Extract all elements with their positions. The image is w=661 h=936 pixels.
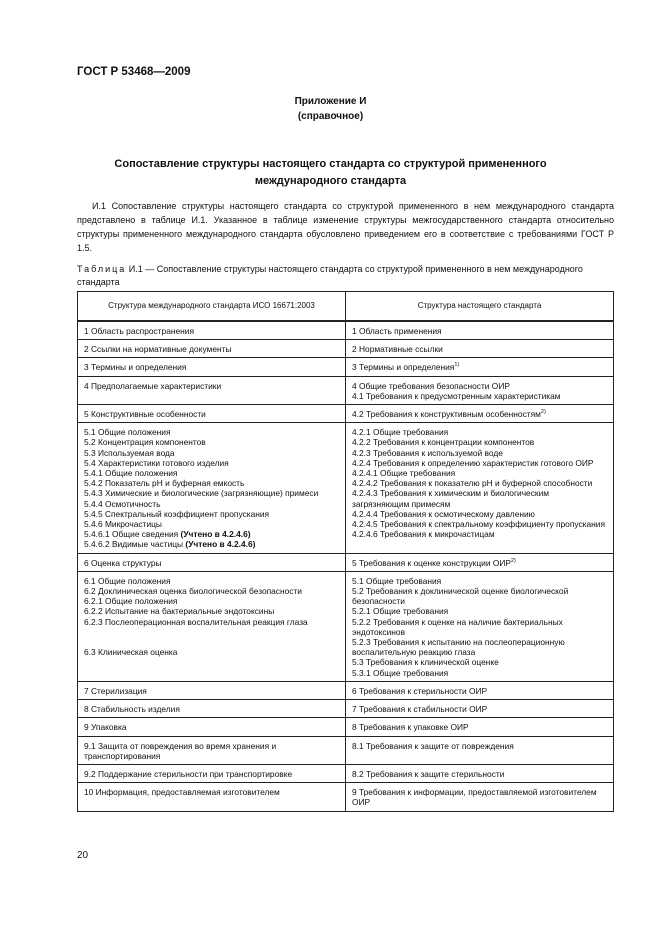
cell-line: 5.4 Характеристики готового изделия bbox=[84, 457, 229, 468]
table-row bbox=[78, 340, 614, 358]
cell-left bbox=[78, 764, 346, 782]
cell-line: 6.1 Общие положения bbox=[84, 575, 171, 586]
cell-right bbox=[346, 681, 614, 699]
cell-left bbox=[78, 718, 346, 736]
cell-line: 7 Требования к стабильности ОИР bbox=[352, 704, 488, 715]
table-row bbox=[78, 736, 614, 764]
annex-heading bbox=[0, 94, 661, 124]
cell-right bbox=[346, 700, 614, 718]
cell-right bbox=[346, 783, 614, 811]
cell-line: 4.2.3 Требования к используемой воде bbox=[352, 447, 503, 458]
cell-text: 5.4.6.1 Общие сведения bbox=[84, 529, 179, 540]
cell-left bbox=[78, 783, 346, 811]
cell-line: 5.4.6 Микрочастицы bbox=[84, 519, 162, 530]
cell-right bbox=[346, 764, 614, 782]
cell-line: 4.2.4.3 Требования к химическим и биологическим загрязняющим примесям bbox=[352, 488, 549, 509]
cell-line: 5.3.1 Общие требования bbox=[352, 667, 449, 678]
cell-line: 5.3 Требования к клинической оценке bbox=[352, 657, 499, 668]
cell-line: 4.1 Требования к предусмотренным характеристикам bbox=[352, 390, 561, 401]
cell-line: 5 Конструктивные особенности bbox=[84, 409, 206, 420]
cell-line: 8.2 Требования к защите стерильности bbox=[352, 768, 505, 779]
cell-line: 5.4.1 Общие положения bbox=[84, 468, 178, 479]
cell-line: 4.2.2 Требования к концентрации компонентов bbox=[352, 437, 535, 448]
cell-text: 5 Требования к оценке конструкции ОИР bbox=[352, 557, 511, 568]
table-row bbox=[78, 764, 614, 782]
table-row bbox=[78, 718, 614, 736]
cell-line: 6.2.3 Послеоперационная воспалительная реакция глаза bbox=[84, 616, 308, 627]
cell-line bbox=[352, 558, 607, 568]
footnote-mark: 2) bbox=[540, 409, 546, 416]
table-row bbox=[78, 783, 614, 811]
cell-line: 4.2.4.6 Требования к микрочастицам bbox=[352, 529, 495, 540]
cell-line: 6 Оценка структуры bbox=[84, 557, 162, 568]
table-caption-text: И.1 — Сопоставление структуры настоящего стандарта со структурой примененного в нем международного стандарта bbox=[77, 264, 583, 287]
structure-comparison-table bbox=[77, 291, 614, 812]
cell-text: 3 Термины и определения bbox=[352, 362, 455, 373]
cell-right bbox=[346, 321, 614, 340]
cell-right bbox=[346, 358, 614, 376]
cell-line: 6.2.1 Общие положения bbox=[84, 596, 178, 607]
cell-line: 4 Общие требования безопасности ОИР bbox=[352, 380, 510, 391]
cell-line: 5.3 Используемая вода bbox=[84, 447, 175, 458]
cell-line: 9 Требования к информации, предоставляемой изготовителем ОИР bbox=[352, 787, 597, 808]
cell-line: 5.2 Требования к доклинической оценке биологической безопасности bbox=[352, 586, 569, 607]
footnote-mark: 2) bbox=[510, 557, 516, 564]
cell-line: 4.2.4 Требования к определению характеристик готового ОИР bbox=[352, 457, 594, 468]
cell-text: 5.4.6.2 Видимые частицы bbox=[84, 539, 184, 550]
table-caption-label: Таблица bbox=[77, 264, 127, 274]
cell-right bbox=[346, 736, 614, 764]
cell-line: 6.2.2 Испытание на бактериальные эндотоксины bbox=[84, 606, 275, 617]
table-row bbox=[78, 321, 614, 340]
cell-right bbox=[346, 571, 614, 681]
cell-left bbox=[78, 700, 346, 718]
cell-line: 1 Область применения bbox=[352, 326, 442, 336]
cell-line: 5.1 Общие требования bbox=[352, 575, 442, 586]
table-row bbox=[78, 405, 614, 423]
table-row bbox=[78, 681, 614, 699]
cell-line: 4.2.1 Общие требования bbox=[352, 427, 449, 438]
table-caption bbox=[77, 263, 614, 289]
cell-line: 9.2 Поддержание стерильности при транспортировке bbox=[84, 768, 293, 779]
cell-line: 4.2.4.4 Требования к осмотическому давлению bbox=[352, 508, 535, 519]
cell-line: 8 Требования к упаковке ОИР bbox=[352, 722, 469, 733]
header-national-structure: Структура настоящего стандарта bbox=[346, 292, 614, 322]
cell-right bbox=[346, 553, 614, 571]
table-row bbox=[78, 700, 614, 718]
accounted-note: (Учтено в 4.2.4.6) bbox=[185, 539, 256, 550]
table-row bbox=[78, 376, 614, 404]
cell-left bbox=[78, 358, 346, 376]
cell-left bbox=[78, 423, 346, 553]
cell-line bbox=[352, 362, 607, 372]
cell-line: 9.1 Защита от повреждения во время хранения и транспортирования bbox=[84, 740, 277, 761]
cell-line: 5.4.2 Показатель рН и буферная емкость bbox=[84, 478, 245, 489]
cell-left bbox=[78, 321, 346, 340]
cell-line: 8.1 Требования к защите от повреждения bbox=[352, 740, 514, 751]
annex-note: (справочное) bbox=[297, 111, 364, 122]
cell-text: 4.2 Требования к конструктивным особенностям bbox=[352, 409, 541, 420]
annex-title: Приложение И bbox=[294, 96, 367, 107]
cell-left bbox=[78, 571, 346, 681]
cell-right bbox=[346, 340, 614, 358]
cell-line: 5.1 Общие положения bbox=[84, 427, 171, 438]
cell-line: 5.2.2 Требования к оценке на наличие бактериальных эндотоксинов bbox=[352, 616, 563, 637]
cell-line: 4.2.4.5 Требования к спектральному коэффициенту пропускания bbox=[352, 519, 605, 530]
cell-line: 5.2.1 Общие требования bbox=[352, 606, 449, 617]
table-header-row bbox=[78, 292, 614, 322]
cell-line: 6 Требования к стерильности ОИР bbox=[352, 685, 488, 696]
cell-line: 6.2 Доклиническая оценка биологической безопасности bbox=[84, 586, 302, 597]
cell-line: 5.4.3 Химические и биологические (загрязняющие) примеси bbox=[84, 488, 319, 499]
cell-line: 8 Стабильность изделия bbox=[84, 704, 180, 715]
table-row bbox=[78, 571, 614, 681]
table-row bbox=[78, 553, 614, 571]
cell-line: 9 Упаковка bbox=[84, 722, 127, 733]
cell-right bbox=[346, 405, 614, 423]
cell-line: 2 Нормативные ссылки bbox=[352, 344, 443, 355]
cell-spacer bbox=[84, 627, 339, 647]
document-code: ГОСТ Р 53468—2009 bbox=[77, 66, 191, 78]
table-row bbox=[78, 423, 614, 553]
cell-line: 4.2.4.2 Требования к показателю рН и буферной способности bbox=[352, 478, 593, 489]
cell-line: 5.4.4 Осмотичность bbox=[84, 498, 161, 509]
cell-line: 7 Стерилизация bbox=[84, 685, 147, 696]
cell-right bbox=[346, 423, 614, 553]
cell-line: 2 Ссылки на нормативные документы bbox=[84, 344, 232, 355]
cell-line bbox=[84, 529, 339, 539]
cell-left bbox=[78, 340, 346, 358]
cell-right bbox=[346, 718, 614, 736]
cell-line bbox=[84, 539, 339, 549]
intro-paragraph: И.1 Сопоставление структуры настоящего стандарта со структурой примененного в нем международного стандарта представлено в таблице И.1. Указанное в таблице изменение структуры межгосударственного стандарта относительно структуры примененного международного стандарта обусловлено приведением его в соответствие с требованиями ГОСТ Р 1.5. bbox=[77, 201, 614, 253]
footnote-mark: 1) bbox=[454, 362, 460, 369]
cell-left bbox=[78, 681, 346, 699]
cell-line: 5.4.5 Спектральный коэффициент пропускания bbox=[84, 508, 270, 519]
accounted-note: (Учтено в 4.2.4.6) bbox=[180, 529, 251, 540]
cell-left bbox=[78, 736, 346, 764]
cell-line: 1 Область распространения bbox=[84, 326, 194, 336]
cell-right bbox=[346, 376, 614, 404]
cell-line: 5.2.3 Требования к испытанию на послеоперационную воспалительную реакцию глаза bbox=[352, 637, 565, 658]
page-number: 20 bbox=[77, 850, 89, 861]
cell-left bbox=[78, 553, 346, 571]
cell-line: 5.2 Концентрация компонентов bbox=[84, 437, 206, 448]
header-international-structure: Структура международного стандарта ИСО 16671:2003 bbox=[78, 292, 346, 322]
table-row bbox=[78, 358, 614, 376]
cell-line: 4 Предполагаемые характеристики bbox=[84, 380, 222, 391]
cell-left bbox=[78, 405, 346, 423]
main-title: Сопоставление структуры настоящего стандарта со структурой примененного международного стандарта bbox=[114, 158, 547, 187]
cell-line: 6.3 Клиническая оценка bbox=[84, 646, 178, 657]
cell-line: 3 Термины и определения bbox=[84, 362, 187, 373]
cell-left bbox=[78, 376, 346, 404]
cell-line: 10 Информация, предоставляемая изготовителем bbox=[84, 787, 280, 798]
cell-line: 4.2.4.1 Общие требования bbox=[352, 468, 456, 479]
cell-line bbox=[352, 409, 607, 419]
